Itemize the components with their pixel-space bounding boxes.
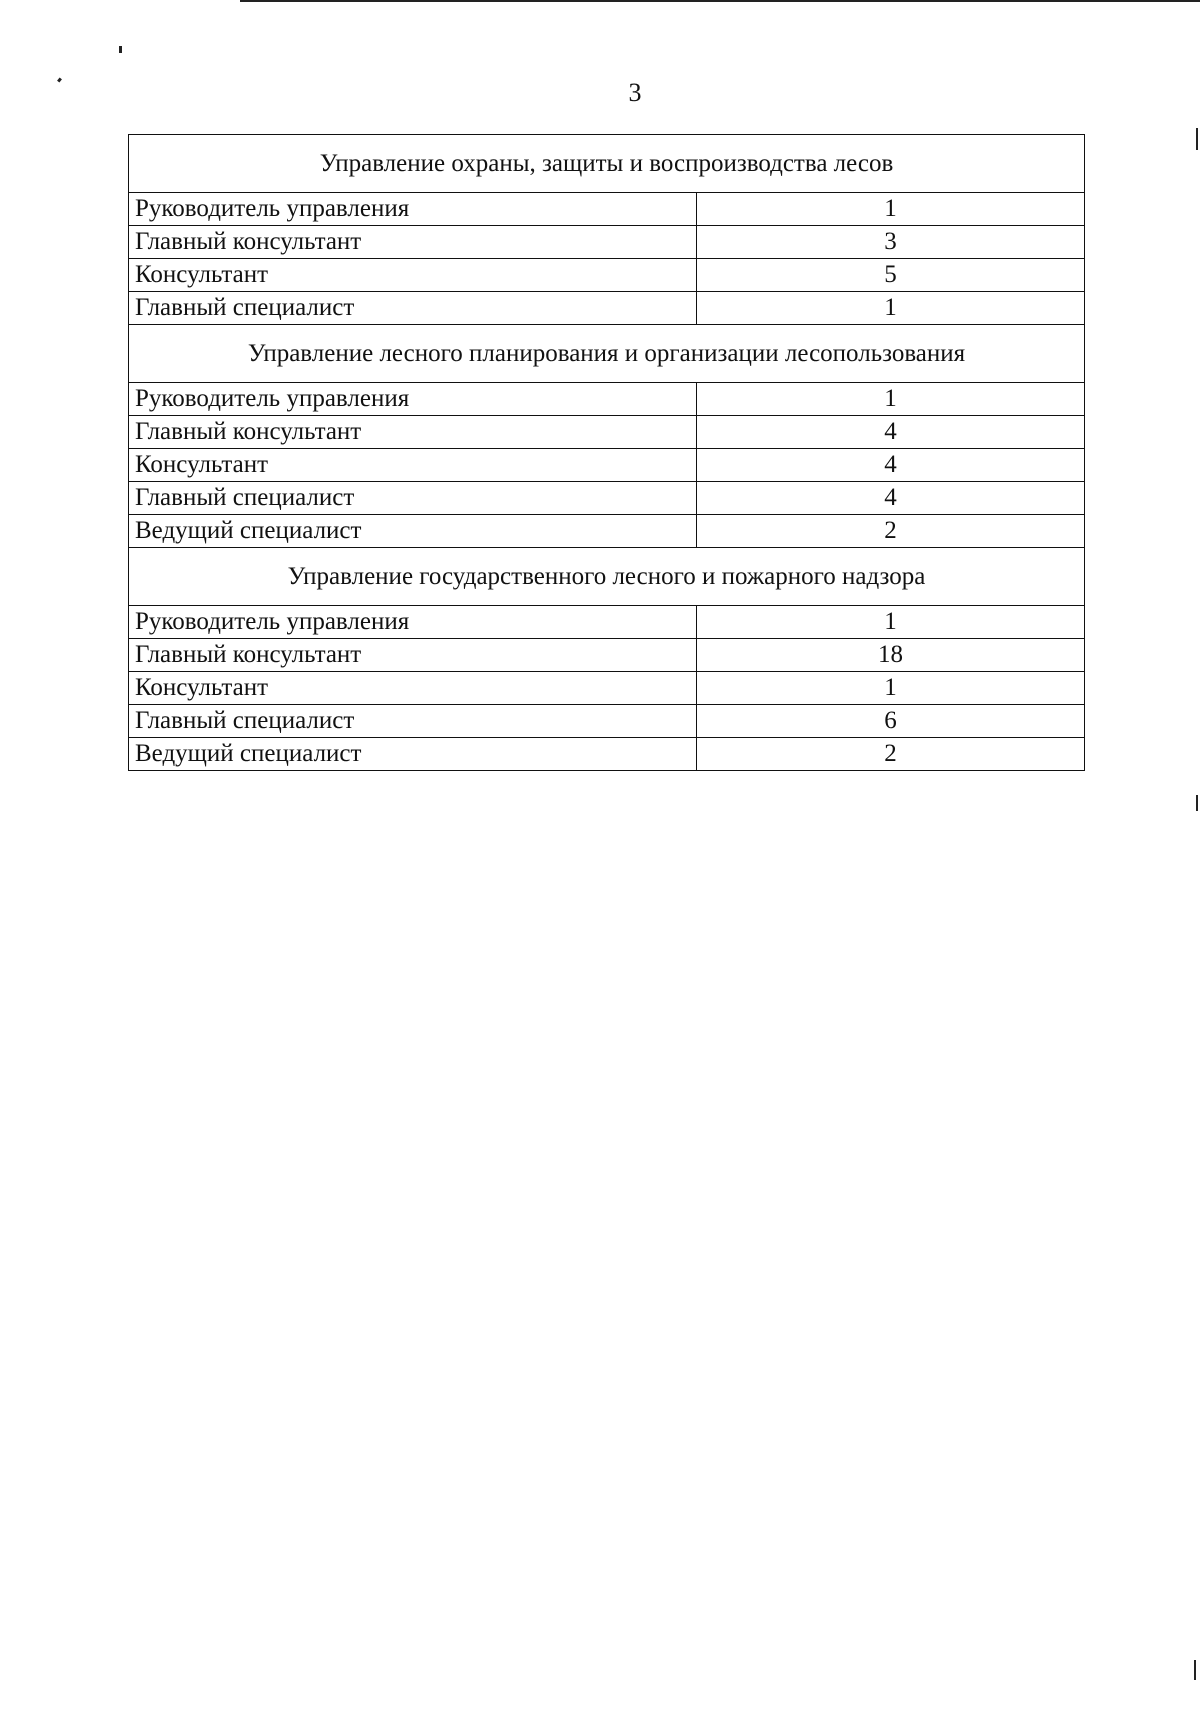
table-row — [129, 606, 1085, 639]
table-row — [129, 515, 1085, 548]
table-row — [129, 449, 1085, 482]
table-row — [129, 259, 1085, 292]
table-row — [129, 193, 1085, 226]
table-row — [129, 639, 1085, 672]
section-title: Управление лесного планирования и организации лесопользования — [129, 325, 1085, 383]
count-cell: 1 — [697, 383, 1085, 416]
position-cell: Главный консультант — [129, 639, 697, 672]
table-row — [129, 292, 1085, 325]
scan-edge-mark — [1196, 128, 1198, 150]
table-row — [129, 416, 1085, 449]
position-cell: Главный специалист — [129, 705, 697, 738]
table-row — [129, 226, 1085, 259]
section-title: Управление государственного лесного и пожарного надзора — [129, 548, 1085, 606]
section-header-row — [129, 548, 1085, 606]
count-cell: 2 — [697, 738, 1085, 771]
scan-edge-mark — [240, 0, 1200, 2]
scan-edge-mark — [1196, 795, 1198, 811]
position-cell: Главный специалист — [129, 292, 697, 325]
count-cell: 18 — [697, 639, 1085, 672]
count-cell: 1 — [697, 193, 1085, 226]
count-cell: 4 — [697, 416, 1085, 449]
count-cell: 4 — [697, 482, 1085, 515]
position-cell: Консультант — [129, 259, 697, 292]
section-title: Управление охраны, защиты и воспроизводства лесов — [129, 135, 1085, 193]
count-cell: 2 — [697, 515, 1085, 548]
table-row — [129, 672, 1085, 705]
staffing-table — [128, 134, 1085, 771]
count-cell: 1 — [697, 606, 1085, 639]
position-cell: Ведущий специалист — [129, 738, 697, 771]
position-cell: Консультант — [129, 449, 697, 482]
table-row — [129, 482, 1085, 515]
count-cell: 1 — [697, 292, 1085, 325]
table-row — [129, 383, 1085, 416]
scan-speck — [119, 46, 122, 53]
count-cell: 1 — [697, 672, 1085, 705]
position-cell: Руководитель управления — [129, 606, 697, 639]
count-cell: 4 — [697, 449, 1085, 482]
position-cell: Главный специалист — [129, 482, 697, 515]
table-row — [129, 705, 1085, 738]
count-cell: 3 — [697, 226, 1085, 259]
position-cell: Руководитель управления — [129, 193, 697, 226]
count-cell: 6 — [697, 705, 1085, 738]
position-cell: Руководитель управления — [129, 383, 697, 416]
scan-edge-mark — [1194, 1660, 1196, 1680]
position-cell: Ведущий специалист — [129, 515, 697, 548]
position-cell: Главный консультант — [129, 416, 697, 449]
position-cell: Консультант — [129, 672, 697, 705]
table-row — [129, 738, 1085, 771]
section-header-row — [129, 135, 1085, 193]
section-header-row — [129, 325, 1085, 383]
count-cell: 5 — [697, 259, 1085, 292]
page-number: 3 — [628, 78, 642, 107]
position-cell: Главный консультант — [129, 226, 697, 259]
